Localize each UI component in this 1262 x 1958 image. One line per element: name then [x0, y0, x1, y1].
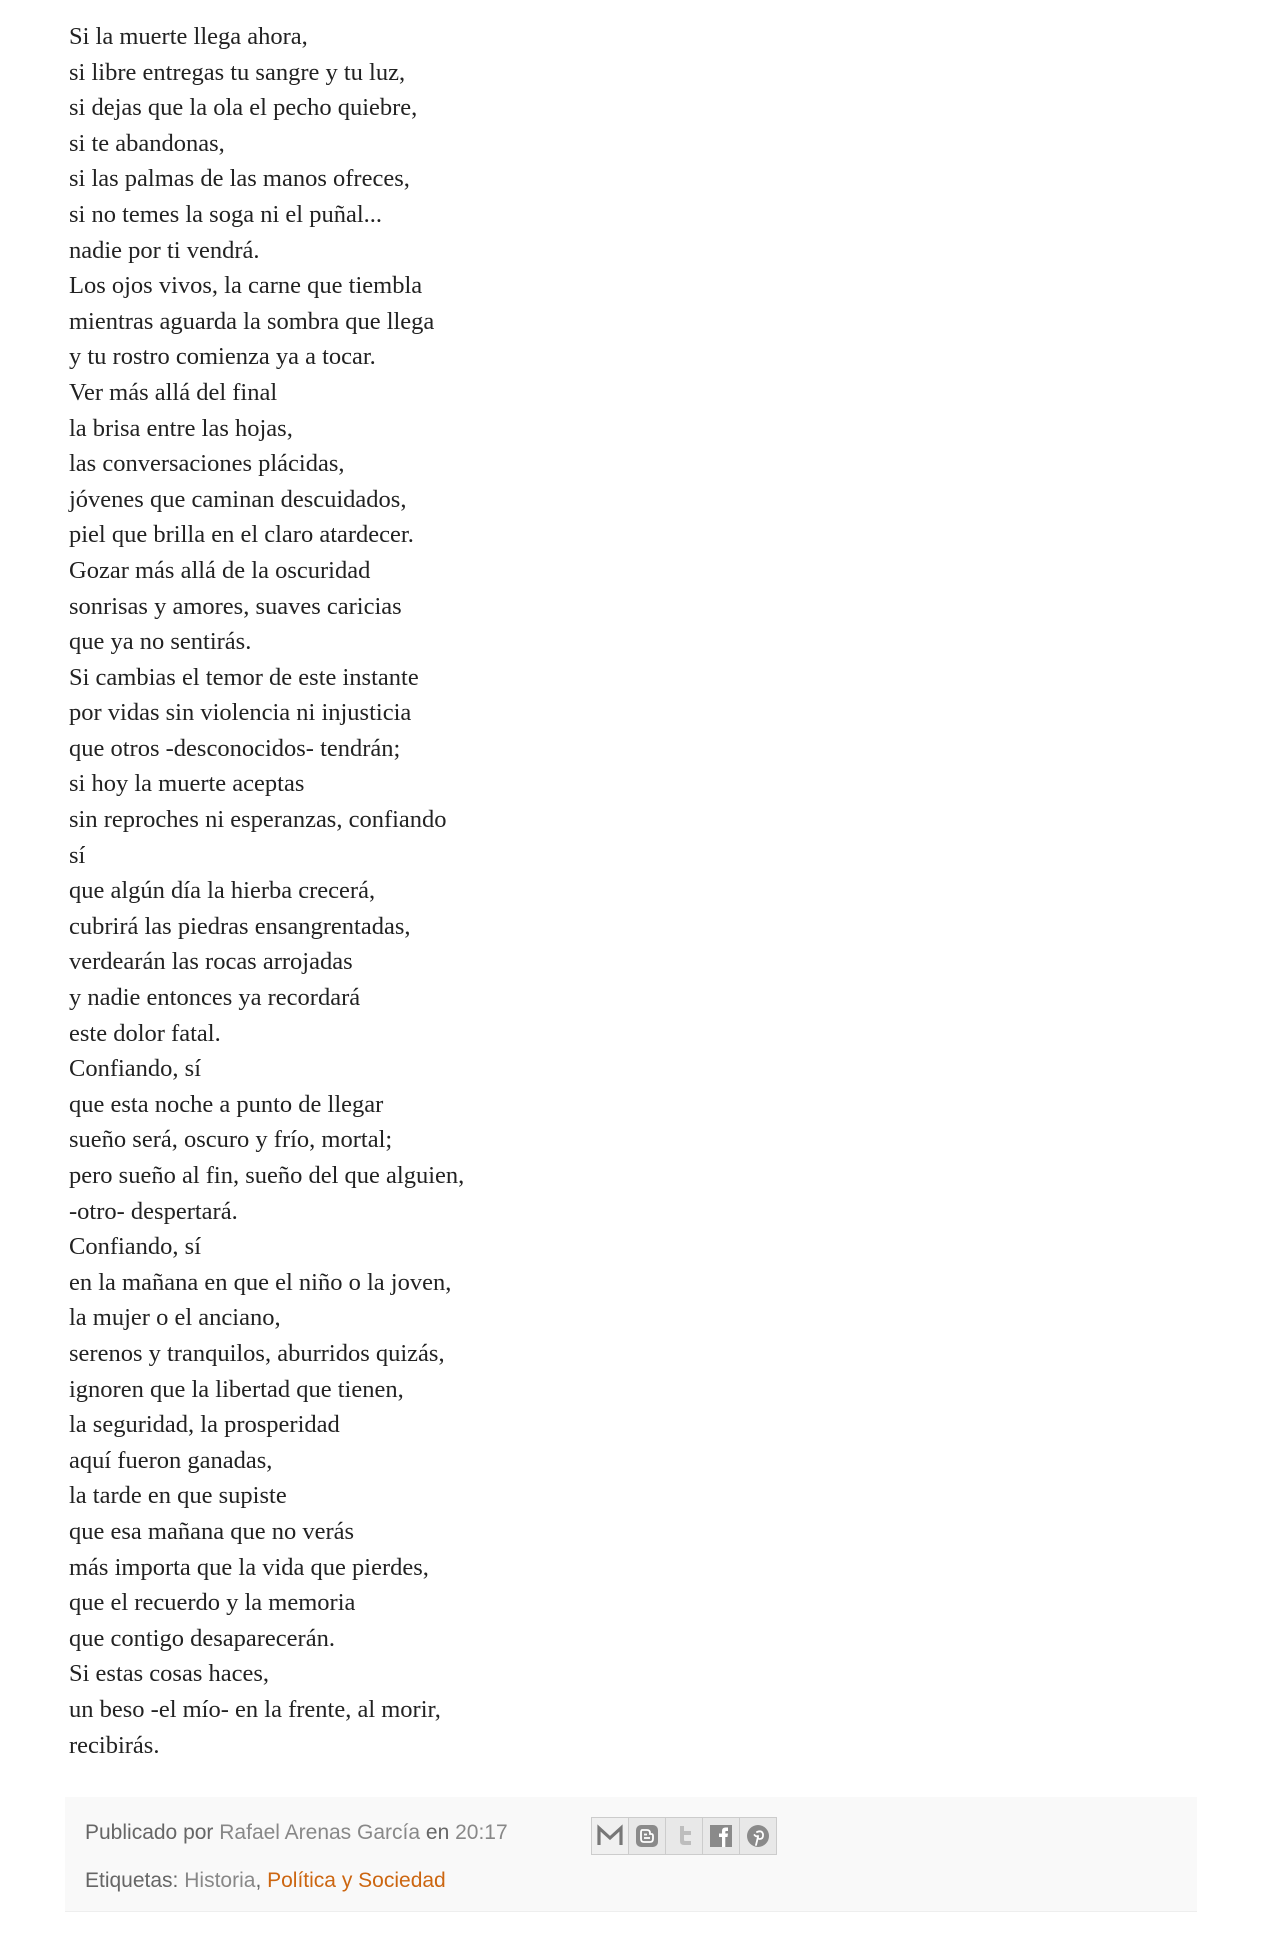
time-prefix: en	[425, 1821, 450, 1844]
poem-line: este dolor fatal.	[69, 1019, 221, 1047]
poem-line: en la mañana en que el niño o la joven,	[69, 1268, 452, 1296]
poem-line: por vidas sin violencia ni injusticia	[69, 699, 412, 727]
poem-line: jóvenes que caminan descuidados,	[69, 485, 407, 513]
poem-line: si te abandonas,	[69, 129, 225, 157]
label-separator: ,	[255, 1869, 262, 1892]
poem-line: -otro- despertará.	[69, 1197, 238, 1225]
poem-line: si libre entregas tu sangre y tu luz,	[69, 58, 406, 86]
poem-line: que esta noche a punto de llegar	[69, 1090, 384, 1118]
poem-line: la tarde en que supiste	[69, 1482, 287, 1510]
poem-line: que otros -desconocidos- tendrán;	[69, 734, 401, 762]
poem-line: serenos y tranquilos, aburridos quizás,	[69, 1339, 445, 1367]
poem-line: sonrisas y amores, suaves caricias	[69, 592, 402, 620]
poem-line: si no temes la soga ni el puñal...	[69, 200, 382, 228]
share-email-button[interactable]	[591, 1817, 629, 1855]
email-icon	[596, 1823, 624, 1849]
post-timestamp-link[interactable]: 20:17	[455, 1821, 508, 1844]
poem-line: si hoy la muerte aceptas	[69, 770, 305, 798]
poem-line: Confiando, sí	[69, 1233, 202, 1261]
poem-line: que el recuerdo y la memoria	[69, 1589, 356, 1617]
poem-line: la seguridad, la prosperidad	[69, 1411, 340, 1439]
poem-line: Confiando, sí	[69, 1055, 202, 1083]
poem-line: la brisa entre las hojas,	[69, 414, 293, 442]
author-link[interactable]: Rafael Arenas García	[219, 1821, 421, 1844]
share-twitter-button[interactable]	[665, 1817, 703, 1855]
poem-line: Ver más allá del final	[69, 378, 278, 406]
labels-prefix: Etiquetas:	[85, 1869, 179, 1892]
poem-line: Si estas cosas haces,	[69, 1660, 270, 1688]
poem-line: recibirás.	[69, 1731, 160, 1759]
poem-line: sueño será, oscuro y frío, mortal;	[69, 1126, 393, 1154]
poem-line: más importa que la vida que pierdes,	[69, 1553, 429, 1581]
poem-line: la mujer o el anciano,	[69, 1304, 281, 1332]
poem-line: pero sueño al fin, sueño del que alguien,	[69, 1162, 465, 1189]
post-footer	[65, 1797, 1197, 1912]
poem-line: que ya no sentirás.	[69, 628, 252, 656]
facebook-icon	[708, 1823, 734, 1849]
poem-line: y nadie entonces ya recordará	[69, 984, 361, 1012]
poem-line: y tu rostro comienza ya a tocar.	[69, 343, 376, 371]
poem-line: piel que brilla en el claro atardecer.	[69, 521, 414, 549]
blogger-icon	[634, 1823, 660, 1849]
poem-line: cubrirá las piedras ensangrentadas,	[69, 912, 411, 940]
poem-line: Si cambias el temor de este instante	[69, 663, 419, 691]
label-link-historia[interactable]: Historia	[184, 1869, 256, 1892]
poem-line: sí	[69, 841, 86, 869]
poem-line: las conversaciones plácidas,	[69, 450, 345, 478]
share-pinterest-button[interactable]	[739, 1817, 777, 1855]
poem-line: ignoren que la libertad que tienen,	[69, 1375, 404, 1403]
poem-line: verdearán las rocas arrojadas	[69, 948, 353, 976]
post-labels-line	[85, 1869, 446, 1893]
pinterest-icon	[745, 1823, 771, 1849]
share-blogger-button[interactable]	[628, 1817, 666, 1855]
share-buttons	[591, 1817, 776, 1855]
poem-line: un beso -el mío- en la frente, al morir,	[69, 1695, 441, 1723]
poem-line: Si la muerte llega ahora,	[69, 23, 308, 50]
post-author-line	[85, 1821, 508, 1845]
poem-line: sin reproches ni esperanzas, confiando	[69, 806, 447, 834]
poem-line: mientras aguarda la sombra que llega	[69, 307, 435, 335]
post-body	[69, 19, 1169, 1763]
poem-line: si las palmas de las manos ofreces,	[69, 165, 410, 193]
poem-line: nadie por ti vendrá.	[69, 236, 260, 264]
poem-line: que esa mañana que no verás	[69, 1517, 355, 1545]
poem-line: que algún día la hierba crecerá,	[69, 877, 376, 905]
label-link-politica-y-sociedad[interactable]: Política y Sociedad	[267, 1869, 446, 1892]
poem-line: Gozar más allá de la oscuridad	[69, 556, 371, 584]
published-by-label: Publicado por	[85, 1821, 214, 1844]
twitter-icon	[671, 1823, 697, 1849]
poem-line: aquí fueron ganadas,	[69, 1446, 273, 1474]
poem-line: si dejas que la ola el pecho quiebre,	[69, 94, 418, 122]
poem-line: que contigo desaparecerán.	[69, 1624, 335, 1652]
poem-line: Los ojos vivos, la carne que tiembla	[69, 272, 423, 300]
share-facebook-button[interactable]	[702, 1817, 740, 1855]
